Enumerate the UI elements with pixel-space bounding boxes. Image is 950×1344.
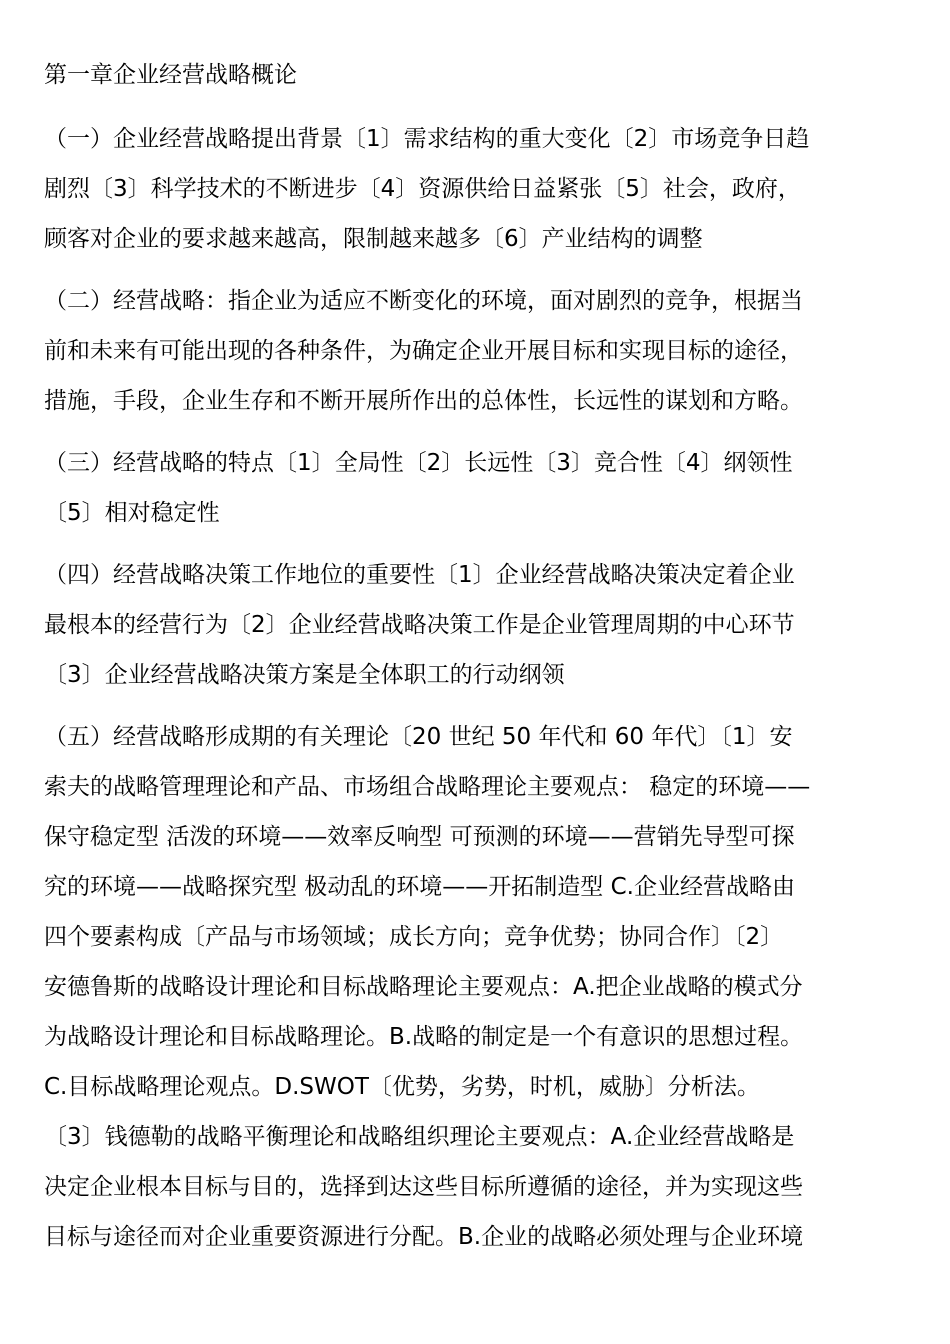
text-line: （一）企业经营战略提出背景〔1〕需求结构的重大变化〔2〕市场竞争日趋 [44,126,810,152]
text-line: 最根本的经营行为〔2〕企业经营战略决策工作是企业管理周期的中心环节 [44,612,795,638]
paragraph-features [44,438,914,538]
paragraph-definition [44,276,914,426]
text-line: C.目标战略理论观点。D.SWOT〔优势，劣势，时机，威胁〕分析法。 [44,1074,760,1100]
text-line: 究的环境——战略探究型 极动乱的环境——开拓制造型 C.企业经营战略由 [44,874,795,900]
text-line: （二）经营战略：指企业为适应不断变化的环境，面对剧烈的竞争，根据当 [44,288,803,314]
text-line: 索夫的战略管理理论和产品、市场组合战略理论主要观点： 稳定的环境—— [44,774,811,800]
text-line: 措施，手段，企业生存和不断开展所作出的总体性，长远性的谋划和方略。 [44,388,803,414]
text-line: 保守稳定型 活泼的环境——效率反响型 可预测的环境——营销先导型可探 [44,824,795,850]
text-line: （三）经营战略的特点〔1〕全局性〔2〕长远性〔3〕竞合性〔4〕纲领性 [44,450,793,476]
text-line: 〔3〕钱德勒的战略平衡理论和战略组织理论主要观点：A.企业经营战略是 [44,1124,795,1150]
paragraph-importance [44,550,914,700]
text-line: （四）经营战略决策工作地位的重要性〔1〕企业经营战略决策决定着企业 [44,562,795,588]
text-line: 为战略设计理论和目标战略理论。B.战略的制定是一个有意识的思想过程。 [44,1024,804,1050]
document-page [44,58,914,1262]
text-line: 安德鲁斯的战略设计理论和目标战略理论主要观点：A.把企业战略的模式分 [44,974,803,1000]
chapter-title: 第一章企业经营战略概论 [44,62,297,88]
text-line: 决定企业根本目标与目的，选择到达这些目标所遵循的途径，并为实现这些 [44,1174,803,1200]
text-line: 〔5〕相对稳定性 [44,500,220,526]
text-line: 剧烈〔3〕科学技术的不断进步〔4〕资源供给日益紧张〔5〕社会，政府， [44,176,801,202]
text-line: （五）经营战略形成期的有关理论〔20 世纪 50 年代和 60 年代〕〔1〕安 [44,724,793,750]
text-line: 顾客对企业的要求越来越高，限制越来越多〔6〕产业结构的调整 [44,226,703,252]
text-line: 目标与途径而对企业重要资源进行分配。B.企业的战略必须处理与企业环境 [44,1224,804,1250]
text-line: 前和未来有可能出现的各种条件，为确定企业开展目标和实现目标的途径， [44,338,803,364]
text-line: 〔3〕企业经营战略决策方案是全体职工的行动纲领 [44,662,565,688]
text-line: 四个要素构成〔产品与市场领域；成长方向；竞争优势；协同合作〕〔2〕 [44,924,784,950]
paragraph-background [44,114,914,264]
paragraph-theories [44,712,914,1262]
